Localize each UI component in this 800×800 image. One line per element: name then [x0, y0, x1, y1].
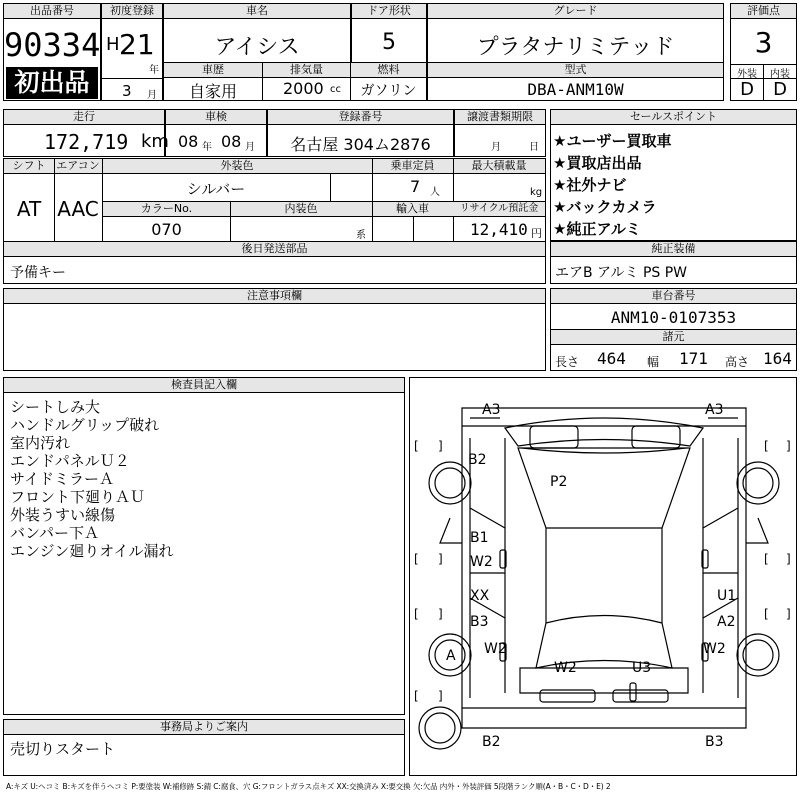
- interior-color-label: 内装色: [230, 202, 372, 217]
- dimensions-label: 諸元: [551, 330, 796, 345]
- damage-mark: W2: [470, 554, 493, 570]
- damage-mark: B3: [705, 734, 724, 750]
- model-label: 型式: [428, 63, 723, 78]
- damage-mark: U3: [632, 660, 652, 676]
- damage-mark: B3: [470, 614, 489, 630]
- width-label: 幅: [647, 355, 660, 369]
- svg-text:[: [: [414, 607, 419, 621]
- score-label: 評価点: [731, 4, 796, 19]
- svg-text:]: ]: [438, 689, 443, 703]
- sales-point-item: ★ユーザー買取車: [553, 132, 672, 150]
- svg-text:]: ]: [438, 552, 443, 566]
- score-value: 3: [754, 26, 773, 59]
- shift-label: シフト: [4, 159, 54, 174]
- inspection-year: 08: [178, 132, 199, 151]
- fuel-value: ガソリン: [360, 83, 417, 99]
- registration-box: [101, 3, 163, 101]
- model-value: DBA-ANM10W: [527, 80, 624, 99]
- svg-text:[: [: [764, 552, 769, 566]
- inspector-label: 検査員記入欄: [4, 378, 404, 393]
- recycle-value: 12,410: [470, 220, 528, 239]
- plate-label: 登録番号: [268, 110, 453, 125]
- inspector-line: 外装うすい線傷: [10, 506, 116, 524]
- damage-mark: A2: [717, 614, 736, 630]
- exterior-color-value: シルバー: [186, 180, 246, 198]
- first-listing-badge: 初出品: [6, 67, 98, 99]
- inspector-line: エンジン廻りオイル漏れ: [10, 542, 174, 560]
- svg-text:]: ]: [786, 439, 791, 453]
- grade-box: [427, 3, 724, 63]
- mileage-label: 走行: [4, 110, 164, 125]
- ext-score-value: D: [740, 79, 754, 100]
- svg-text:[: [: [764, 607, 769, 621]
- capacity-unit: 人: [430, 187, 440, 198]
- color-no-value: 070: [151, 220, 182, 239]
- lot-box: [3, 3, 101, 101]
- svg-text:[: [: [764, 439, 769, 453]
- inspector-line: エンドパネルＵ２: [10, 452, 130, 470]
- damage-mark: B2: [468, 452, 487, 468]
- equipment-label: 純正装備: [551, 242, 796, 257]
- mileage-unit: km: [141, 131, 169, 152]
- svg-text:]: ]: [438, 607, 443, 621]
- damage-mark: A: [446, 648, 456, 664]
- car-name-label: 車名: [164, 4, 350, 19]
- transfer-label: 譲渡書類期限: [455, 110, 545, 125]
- inspector-box: [3, 377, 405, 715]
- import-label: 輸入車: [372, 202, 453, 217]
- displacement-value: 2000: [283, 79, 324, 98]
- inspector-line: バンパー下Ａ: [10, 524, 99, 542]
- sales-point-item: ★バックカメラ: [553, 198, 657, 216]
- color-no-label: カラーNo.: [103, 202, 230, 217]
- max-load-label: 最大積載量: [453, 159, 545, 174]
- door-box: [351, 3, 427, 63]
- door-value: 5: [382, 30, 396, 55]
- car-damage-diagram: [409, 377, 797, 776]
- mileage-box: [3, 109, 169, 157]
- grade-value: プラタナリミテッド: [476, 35, 675, 60]
- fuel-box: [350, 62, 427, 101]
- svg-text:[: [: [414, 439, 419, 453]
- damage-mark: B1: [470, 530, 489, 546]
- office-box: [3, 719, 405, 776]
- height-label: 高さ: [725, 355, 750, 369]
- damage-mark: B2: [482, 734, 501, 750]
- length-value: 464: [597, 349, 626, 368]
- height-value: 164: [763, 349, 792, 368]
- recycle-unit: 円: [531, 227, 542, 240]
- chassis-label: 車台番号: [551, 289, 796, 304]
- notes-box: [3, 288, 546, 371]
- damage-mark: A3: [482, 402, 501, 418]
- damage-mark: W2: [703, 641, 726, 657]
- registration-month-unit: 月: [147, 90, 157, 101]
- damage-mark: U1: [717, 588, 737, 604]
- sales-point-item: ★純正アルミ: [553, 220, 641, 238]
- office-value: 売切りスタート: [10, 740, 116, 758]
- fuel-label: 燃料: [351, 63, 426, 78]
- int-score-label: 内装: [770, 69, 790, 80]
- car-name-box: [163, 3, 351, 63]
- equipment-value: エアB アルミ PS PW: [555, 265, 688, 281]
- inspection-year-unit: 年: [202, 142, 212, 153]
- inspection-month-unit: 月: [245, 142, 255, 153]
- history-label: 車歴: [164, 63, 262, 78]
- inspector-line: ハンドルグリップ破れ: [10, 416, 160, 434]
- capacity-label: 乗車定員: [372, 159, 453, 174]
- inspector-line: シートしみ大: [10, 398, 101, 416]
- model-box: [427, 62, 724, 101]
- chassis-value: ANM10-0107353: [610, 308, 737, 327]
- ext-score-label: 外装: [737, 69, 757, 80]
- car-name-value: アイシス: [214, 35, 300, 60]
- aircon-value: AAC: [57, 197, 99, 221]
- shift-value: AT: [16, 197, 42, 221]
- displacement-unit: cc: [330, 84, 341, 95]
- displacement-label: 排気量: [263, 63, 350, 78]
- damage-mark: A3: [705, 402, 724, 418]
- history-box: [163, 62, 263, 101]
- max-load-unit: kg: [530, 187, 543, 198]
- svg-text:[: [: [414, 552, 419, 566]
- damage-mark: W2: [484, 641, 507, 657]
- sales-point-item: ★社外ナビ: [553, 176, 627, 194]
- inspection-month: 08: [221, 132, 242, 151]
- interior-color-unit: 系: [356, 230, 366, 241]
- office-label: 事務局よりご案内: [4, 720, 404, 735]
- transfer-month-unit: 月: [491, 142, 501, 153]
- legend: A:キズ U:ヘコミ B:キズを伴うヘコミ P:要塗装 W:補修跡 S:錆 C:腐食、穴 G:フロントガラス点キズ XX:交換済み X:要交換 欠:欠品 内外・外装評価 5段階ランク順(A・B・C・D・E) 2: [6, 782, 611, 791]
- later-parts-label: 後日発送部品: [4, 242, 545, 257]
- plate-box: [267, 109, 454, 157]
- notes-label: 注意事項欄: [4, 289, 545, 304]
- plate-value: 名古屋 304ム2876: [290, 135, 431, 154]
- equipment-box: [550, 241, 797, 284]
- lot-label: 出品番号: [4, 4, 100, 19]
- svg-text:]: ]: [786, 607, 791, 621]
- svg-text:]: ]: [786, 552, 791, 566]
- registration-label: 初度登録: [102, 4, 162, 19]
- later-parts-box: [3, 241, 546, 284]
- registration-year-unit: 年: [149, 65, 159, 76]
- damage-mark: W2: [554, 660, 577, 676]
- capacity-value: 7: [410, 177, 421, 196]
- registration-month: 3: [122, 82, 132, 100]
- svg-text:[: [: [414, 689, 419, 703]
- aircon-label: エアコン: [54, 159, 102, 174]
- exterior-color-label: 外装色: [102, 159, 372, 174]
- recycle-label: リサイクル預託金: [453, 202, 545, 217]
- damage-mark: P2: [550, 474, 568, 490]
- door-label: ドア形状: [352, 4, 426, 19]
- int-score-value: D: [773, 79, 787, 100]
- displacement-box: [262, 62, 351, 101]
- inspector-line: サイドミラーＡ: [10, 470, 114, 488]
- chassis-box: [550, 288, 797, 371]
- length-label: 長さ: [555, 355, 580, 369]
- transfer-box: [454, 109, 546, 157]
- inspection-label: 車検: [166, 110, 266, 125]
- damage-mark: XX: [470, 588, 490, 604]
- spec-grid: [3, 158, 546, 242]
- mileage-value: 172,719: [44, 130, 129, 154]
- sales-point-item: ★買取店出品: [553, 154, 642, 172]
- score-box: [730, 3, 797, 101]
- lot-number: 90334: [4, 26, 101, 64]
- sales-points-label: セールスポイント: [551, 110, 796, 125]
- registration-year: 21: [119, 28, 155, 61]
- inspector-line: フロント下廻りＡＵ: [10, 488, 146, 506]
- svg-text:]: ]: [438, 439, 443, 453]
- registration-era: H: [106, 34, 120, 55]
- width-value: 171: [679, 349, 708, 368]
- sales-points-box: [550, 109, 797, 241]
- later-parts-value: 予備キー: [10, 265, 66, 281]
- grade-label: グレード: [428, 4, 723, 19]
- inspector-line: 室内汚れ: [10, 434, 71, 452]
- transfer-day-unit: 日: [529, 142, 539, 153]
- history-value: 自家用: [188, 82, 237, 101]
- inspection-box: [165, 109, 267, 157]
- car-outline: [410, 378, 796, 775]
